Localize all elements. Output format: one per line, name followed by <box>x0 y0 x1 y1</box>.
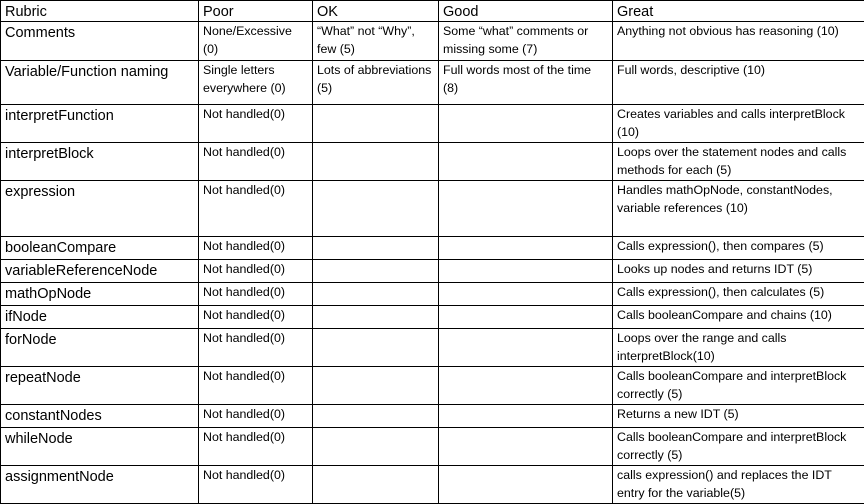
header-rubric: Rubric <box>1 1 199 22</box>
table-row <box>1 260 864 283</box>
poor-cell: Not handled(0) <box>199 143 313 181</box>
poor-cell: Not handled(0) <box>199 367 313 405</box>
ok-cell <box>313 367 439 405</box>
good-cell <box>439 405 613 428</box>
table-row <box>1 237 864 260</box>
great-cell: Returns a new IDT (5) <box>613 405 864 428</box>
table-row <box>1 283 864 306</box>
good-cell <box>439 181 613 237</box>
poor-cell: None/Excessive (0) <box>199 22 313 61</box>
great-cell: Handles mathOpNode, constantNodes, variable references (10) <box>613 181 864 237</box>
great-cell: Loops over the statement nodes and calls methods for each (5) <box>613 143 864 181</box>
table-row <box>1 181 864 237</box>
good-cell <box>439 283 613 306</box>
poor-cell: Not handled(0) <box>199 260 313 283</box>
great-cell: Calls expression(), then calculates (5) <box>613 283 864 306</box>
ok-cell <box>313 260 439 283</box>
criterion-cell: constantNodes <box>1 405 199 428</box>
criterion-cell: Variable/Function naming <box>1 61 199 105</box>
good-cell: Full words most of the time (8) <box>439 61 613 105</box>
criterion-cell: interpretFunction <box>1 105 199 143</box>
great-cell: Anything not obvious has reasoning (10) <box>613 22 864 61</box>
great-cell: Calls expression(), then compares (5) <box>613 237 864 260</box>
table-row <box>1 306 864 329</box>
ok-cell <box>313 466 439 504</box>
ok-cell <box>313 143 439 181</box>
header-row <box>1 1 864 22</box>
header-poor: Poor <box>199 1 313 22</box>
great-cell: Loops over the range and calls interpretBlock(10) <box>613 329 864 367</box>
poor-cell: Not handled(0) <box>199 329 313 367</box>
good-cell <box>439 466 613 504</box>
poor-cell: Not handled(0) <box>199 306 313 329</box>
poor-cell: Not handled(0) <box>199 405 313 428</box>
table-row <box>1 22 864 61</box>
poor-cell: Not handled(0) <box>199 466 313 504</box>
good-cell <box>439 428 613 466</box>
header-ok: OK <box>313 1 439 22</box>
criterion-cell: mathOpNode <box>1 283 199 306</box>
good-cell <box>439 367 613 405</box>
criterion-cell: forNode <box>1 329 199 367</box>
ok-cell <box>313 405 439 428</box>
header-good: Good <box>439 1 613 22</box>
poor-cell: Single letters everywhere (0) <box>199 61 313 105</box>
good-cell <box>439 306 613 329</box>
great-cell: Calls booleanCompare and interpretBlock correctly (5) <box>613 428 864 466</box>
poor-cell: Not handled(0) <box>199 105 313 143</box>
great-cell: Full words, descriptive (10) <box>613 61 864 105</box>
poor-cell: Not handled(0) <box>199 181 313 237</box>
table-row <box>1 329 864 367</box>
great-cell: Calls booleanCompare and interpretBlock correctly (5) <box>613 367 864 405</box>
good-cell <box>439 260 613 283</box>
poor-cell: Not handled(0) <box>199 428 313 466</box>
table-row <box>1 428 864 466</box>
ok-cell <box>313 329 439 367</box>
ok-cell <box>313 237 439 260</box>
criterion-cell: repeatNode <box>1 367 199 405</box>
great-cell: Looks up nodes and returns IDT (5) <box>613 260 864 283</box>
ok-cell <box>313 105 439 143</box>
criterion-cell: variableReferenceNode <box>1 260 199 283</box>
ok-cell: Lots of abbreviations (5) <box>313 61 439 105</box>
criterion-cell: interpretBlock <box>1 143 199 181</box>
great-cell: calls expression() and replaces the IDT entry for the variable(5) <box>613 466 864 504</box>
criterion-cell: assignmentNode <box>1 466 199 504</box>
ok-cell <box>313 283 439 306</box>
ok-cell <box>313 306 439 329</box>
good-cell: Some “what” comments or missing some (7) <box>439 22 613 61</box>
poor-cell: Not handled(0) <box>199 283 313 306</box>
table-row <box>1 405 864 428</box>
table-row <box>1 61 864 105</box>
good-cell <box>439 105 613 143</box>
table-row <box>1 143 864 181</box>
poor-cell: Not handled(0) <box>199 237 313 260</box>
ok-cell: “What” not “Why”, few (5) <box>313 22 439 61</box>
criterion-cell: booleanCompare <box>1 237 199 260</box>
good-cell <box>439 143 613 181</box>
criterion-cell: expression <box>1 181 199 237</box>
ok-cell <box>313 428 439 466</box>
great-cell: Creates variables and calls interpretBlock (10) <box>613 105 864 143</box>
table-row <box>1 367 864 405</box>
criterion-cell: Comments <box>1 22 199 61</box>
ok-cell <box>313 181 439 237</box>
great-cell: Calls booleanCompare and chains (10) <box>613 306 864 329</box>
criterion-cell: ifNode <box>1 306 199 329</box>
criterion-cell: whileNode <box>1 428 199 466</box>
good-cell <box>439 237 613 260</box>
table-row <box>1 466 864 504</box>
header-great: Great <box>613 1 864 22</box>
table-row <box>1 105 864 143</box>
good-cell <box>439 329 613 367</box>
